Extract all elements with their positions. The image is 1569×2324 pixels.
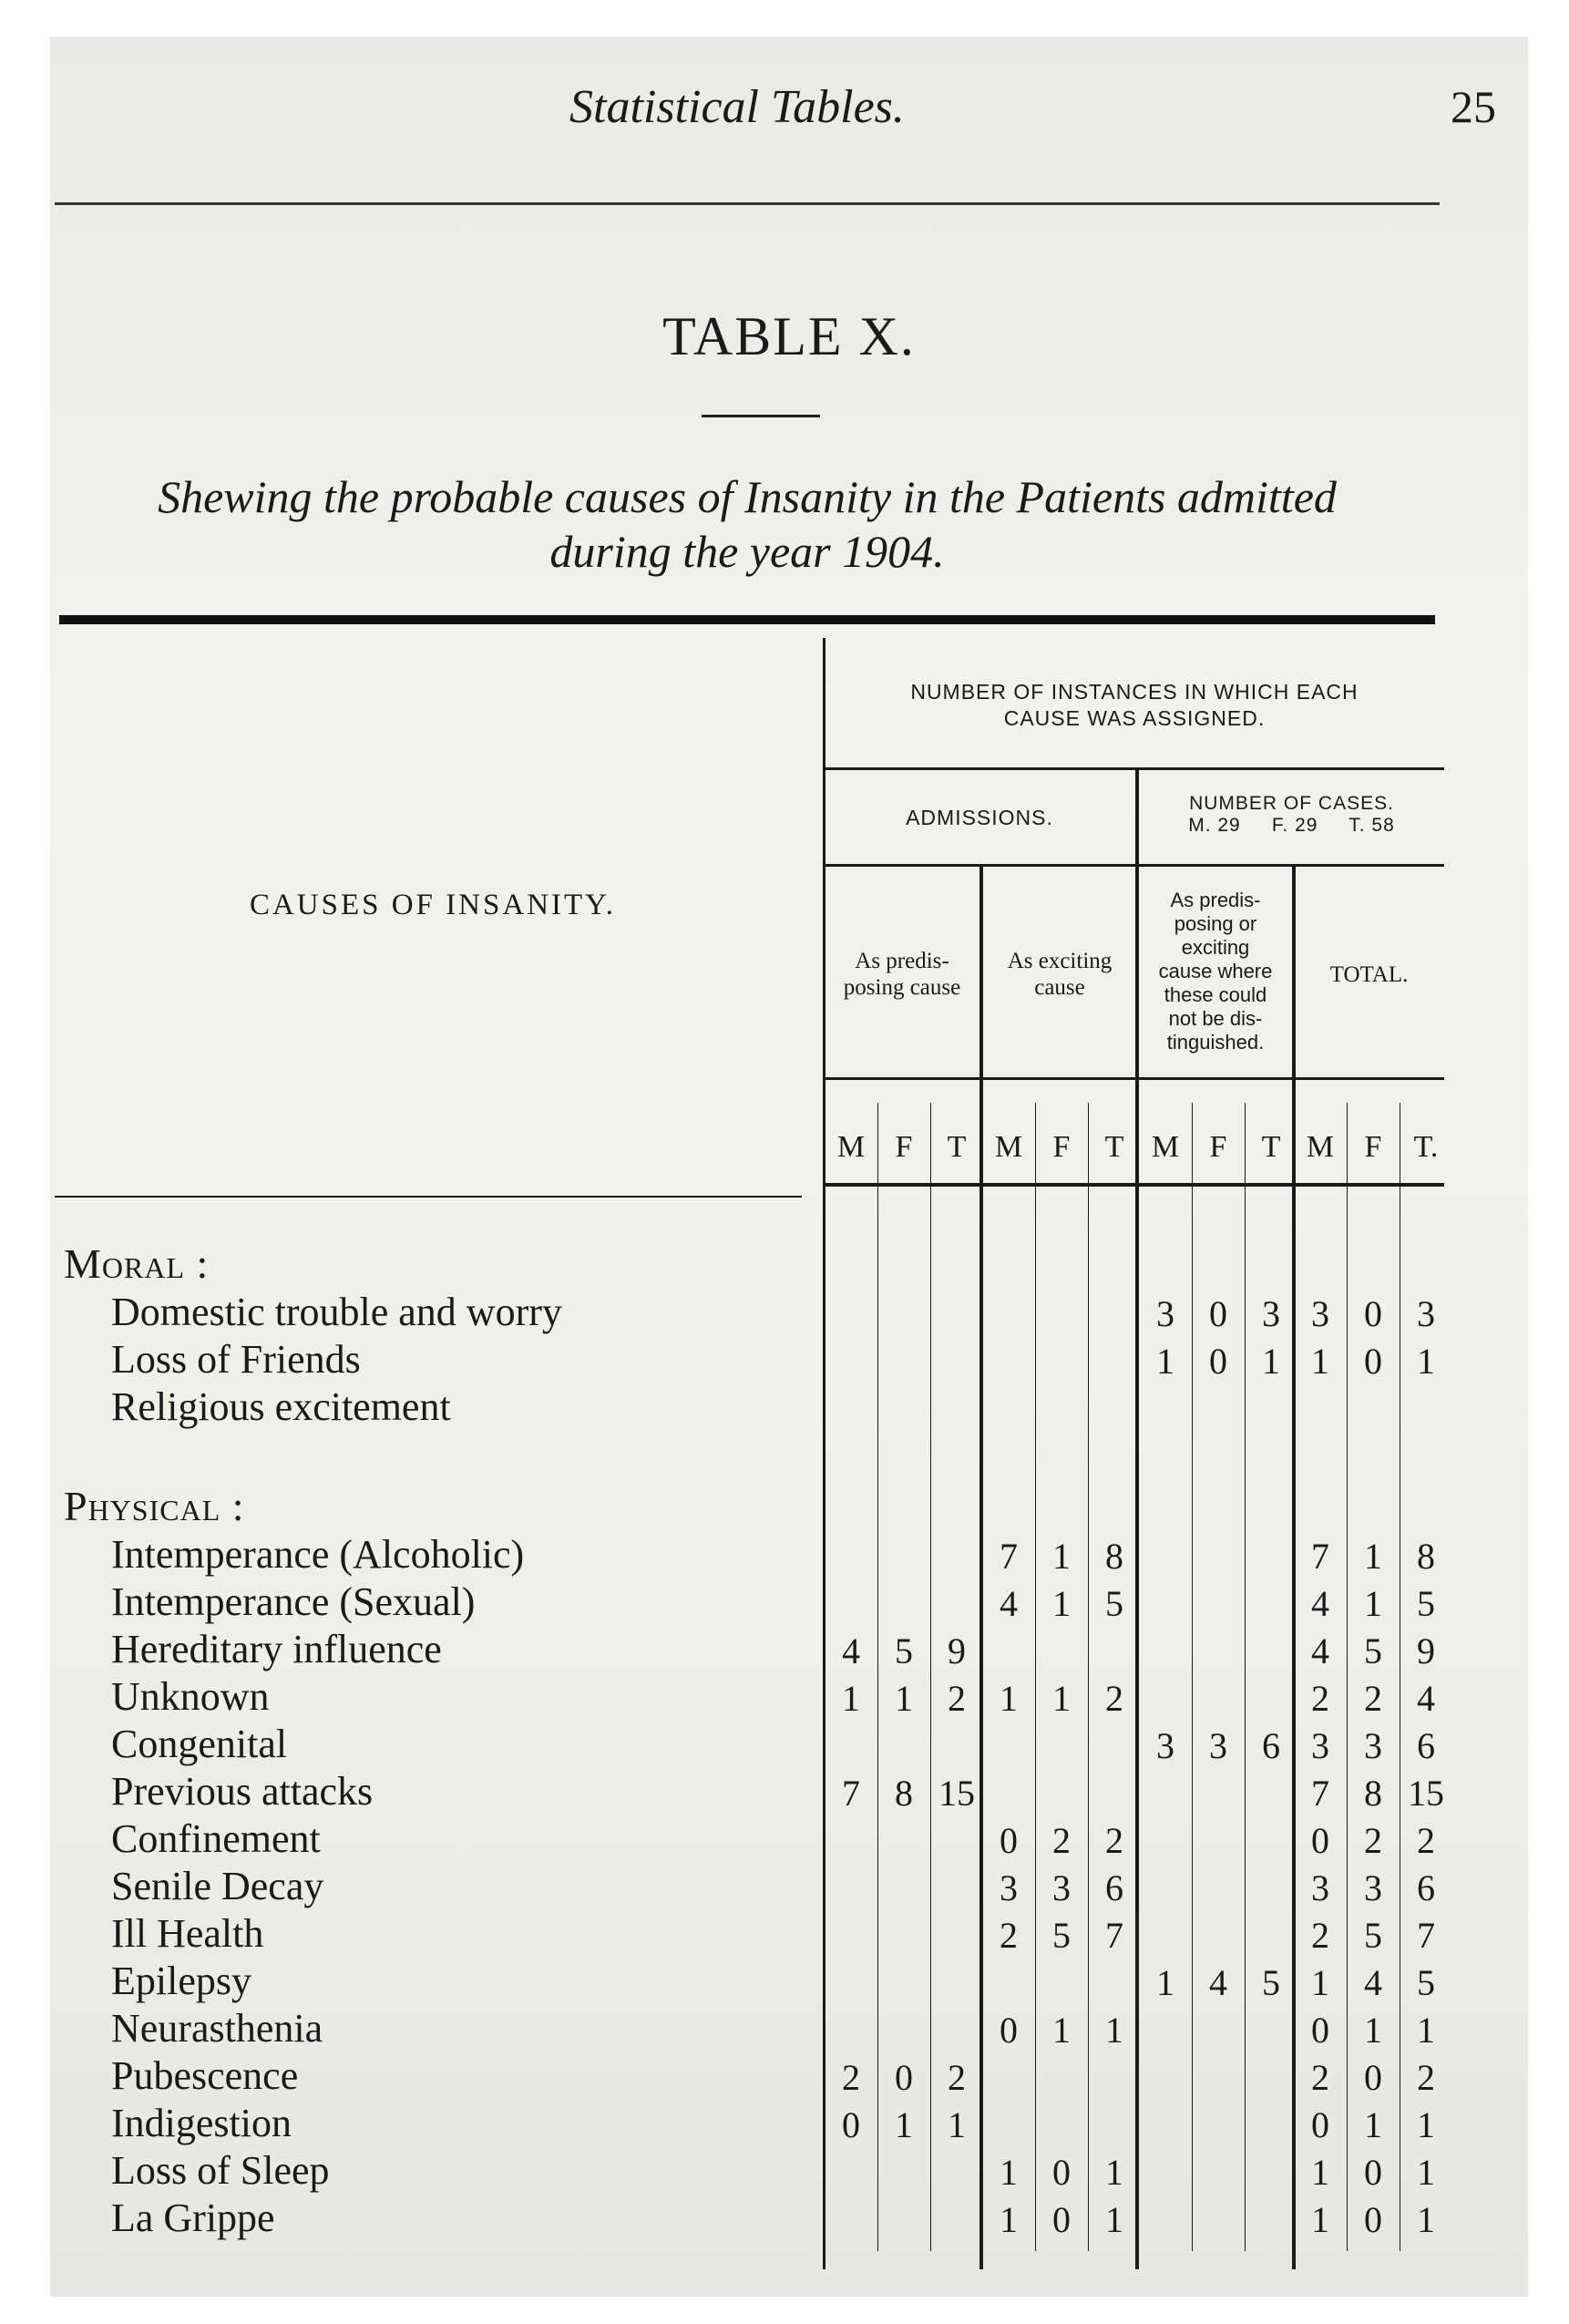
group-heading: Moral : (64, 1240, 210, 1287)
table-cell: 2 (842, 2057, 860, 2098)
cases-header (1139, 793, 1444, 837)
table-cell: 8 (1417, 1536, 1435, 1577)
table-cell: 1 (1364, 2104, 1382, 2145)
header-line: tinguished. (1166, 1031, 1265, 1054)
table-cell: 3 (1417, 1293, 1435, 1334)
table-cell: 0 (1209, 1293, 1227, 1334)
table-cell: 8 (1364, 1773, 1382, 1814)
table-cell: 3 (1052, 1867, 1071, 1908)
table-cell: 0 (1364, 2057, 1382, 2098)
table-cell: 3 (1156, 1293, 1174, 1334)
table-cell: 4 (1364, 1962, 1382, 2003)
cause-label: Religious excitement (111, 1384, 451, 1429)
total-header: TOTAL. (1329, 962, 1409, 987)
table-cell: 7 (1311, 1536, 1329, 1577)
instances-header-line-1: NUMBER OF INSTANCES IN WHICH EACH (910, 680, 1359, 704)
header-line: exciting (1181, 936, 1250, 959)
table-cell: 3 (1364, 1725, 1382, 1766)
table-cell: 1 (1000, 2152, 1018, 2193)
thick-rule (59, 615, 1435, 624)
table-cell: 1 (1364, 1536, 1382, 1577)
table-cell: 5 (1105, 1583, 1123, 1624)
table-cell: 1 (1052, 2010, 1071, 2051)
table-cell: 0 (1364, 2199, 1382, 2240)
table-cell: 5 (1417, 1962, 1435, 2003)
table-cell: 5 (1052, 1915, 1071, 1956)
sex-header: T (1261, 1130, 1281, 1164)
cause-label: Ill Health (111, 1911, 264, 1956)
header-line: As exciting (1007, 949, 1113, 973)
table-cell: 0 (895, 2057, 913, 2098)
sex-header: M (1151, 1130, 1180, 1164)
cause-label: Confinement (111, 1816, 321, 1861)
table-cell: 2 (1105, 1820, 1123, 1861)
table-cell: 2 (948, 2057, 966, 2098)
table-cell: 3 (1262, 1293, 1280, 1334)
table-cell: 0 (1209, 1341, 1227, 1382)
cause-label: Domestic trouble and worry (111, 1290, 562, 1334)
table-cell: 1 (1311, 2199, 1329, 2240)
cause-label: Indigestion (111, 2101, 292, 2145)
cause-label: Loss of Friends (111, 1337, 361, 1382)
title-rule (702, 415, 820, 417)
table-subtitle (55, 469, 1440, 579)
table-cell: 7 (1000, 1536, 1018, 1577)
cause-label: Intemperance (Sexual) (111, 1579, 476, 1624)
admissions-header: ADMISSIONS. (906, 806, 1053, 829)
indistinguishable-header (1139, 889, 1292, 1054)
sex-header: T. (1413, 1130, 1439, 1164)
table-cell: 2 (1105, 1678, 1123, 1719)
cause-label: Unknown (111, 1674, 270, 1719)
row-rule (55, 1196, 802, 1198)
table-cell: 3 (1000, 1867, 1018, 1908)
table-cell: 1 (1417, 2199, 1435, 2240)
table-cell: 1 (1105, 2199, 1123, 2240)
table-cell: 2 (948, 1678, 966, 1719)
header-line: these could (1164, 983, 1267, 1006)
cause-label: Senile Decay (111, 1864, 324, 1908)
sex-header: F (895, 1130, 913, 1164)
table-cell: 0 (1311, 1820, 1329, 1861)
cause-label: Pubescence (111, 2053, 299, 2098)
table-cell: 1 (1156, 1962, 1174, 2003)
table-cell: 0 (1000, 1820, 1018, 1861)
table-cell: 1 (1052, 1678, 1071, 1719)
sex-header: F (1364, 1130, 1382, 1164)
table-cell: 1 (842, 1678, 860, 1719)
header-line: posing cause (843, 975, 961, 1000)
table-cell: 4 (1000, 1583, 1018, 1624)
running-head (50, 80, 1528, 144)
table-cell: 6 (1417, 1867, 1435, 1908)
table-title: TABLE X. (662, 306, 916, 366)
table-cell: 0 (1311, 2010, 1329, 2051)
table-cell: 8 (895, 1773, 913, 1814)
sex-header: T (1104, 1130, 1124, 1164)
table-cell: 1 (1364, 1583, 1382, 1624)
header-line: cause where (1158, 960, 1273, 982)
table-cell: 0 (1052, 2199, 1071, 2240)
table-cell: 3 (1311, 1725, 1329, 1766)
table-cell: 15 (1408, 1773, 1444, 1814)
sex-header: T (947, 1130, 967, 1164)
row-rule (825, 864, 1444, 867)
column-rule (823, 638, 826, 2269)
table-cell: 3 (1311, 1293, 1329, 1334)
cause-label: Neurasthenia (111, 2006, 323, 2051)
table-cell: 9 (948, 1630, 966, 1671)
table-cell: 0 (1364, 1293, 1382, 1334)
group-heading: Physical : (64, 1483, 245, 1529)
sex-header: M (1306, 1130, 1335, 1164)
cause-label: Congenital (111, 1722, 288, 1766)
table-cell: 1 (1311, 1341, 1329, 1382)
table-cell: 0 (1052, 2152, 1071, 2193)
causes-header: CAUSES OF INSANITY. (249, 889, 617, 921)
table-cell: 5 (1364, 1915, 1382, 1956)
table-cell: 1 (1417, 2104, 1435, 2145)
table-cell: 7 (1311, 1773, 1329, 1814)
table-cell: 5 (1364, 1630, 1382, 1671)
table-cell: 0 (1311, 2104, 1329, 2145)
predisposing-header (825, 948, 979, 1001)
table-cell: 1 (1262, 1341, 1280, 1382)
table-cell: 15 (938, 1773, 975, 1814)
cause-label: La Grippe (111, 2195, 275, 2240)
table-cell: 1 (1105, 2152, 1123, 2193)
running-title: Statistical Tables. (569, 81, 905, 133)
header-line: not be dis- (1168, 1007, 1263, 1030)
table-cell: 1 (1052, 1536, 1071, 1577)
table-cell: 3 (1311, 1867, 1329, 1908)
table-cell: 1 (1417, 2152, 1435, 2193)
instances-header-line-2: CAUSE WAS ASSIGNED. (1003, 706, 1266, 730)
table-cell: 0 (1364, 2152, 1382, 2193)
subtitle-line-1: Shewing the probable causes of Insanity in the Patients admitted (158, 471, 1337, 522)
table-cell: 1 (1417, 1341, 1435, 1382)
table-cell: 2 (1364, 1678, 1382, 1719)
row-rule (825, 767, 1444, 770)
table-cell: 9 (1417, 1630, 1435, 1671)
exciting-header (982, 948, 1137, 1001)
table-cell: 0 (1000, 2010, 1018, 2051)
table-cell: 7 (842, 1773, 860, 1814)
table-cell: 4 (1311, 1583, 1329, 1624)
cause-label: Previous attacks (111, 1769, 374, 1814)
sex-header: M (994, 1130, 1023, 1164)
table-cell: 2 (1417, 1820, 1435, 1861)
table-cell: 6 (1262, 1725, 1280, 1766)
table-cell: 2 (1311, 2057, 1329, 2098)
header-line: posing or (1174, 912, 1257, 935)
table-cell: 1 (1156, 1341, 1174, 1382)
row-rule (825, 1183, 1444, 1187)
table-cell: 5 (1262, 1962, 1280, 2003)
page-number: 25 (1451, 81, 1496, 132)
table-cell: 6 (1105, 1867, 1123, 1908)
cause-label: Epilepsy (111, 1959, 251, 2003)
table-cell: 1 (1311, 2152, 1329, 2193)
header-line: As predis- (1170, 889, 1261, 911)
instances-header (825, 679, 1444, 732)
table-cell: 1 (895, 2104, 913, 2145)
column-rule (1192, 1103, 1193, 2251)
table-cell: 4 (1311, 1630, 1329, 1671)
header-line: As predis- (855, 949, 949, 973)
table-cell: 1 (1000, 1678, 1018, 1719)
cause-label: Intemperance (Alcoholic) (111, 1532, 525, 1577)
header-line: cause (1034, 975, 1085, 1000)
subtitle-line-2: during the year 1904. (549, 526, 945, 577)
cause-label: Loss of Sleep (111, 2148, 330, 2193)
table-cell: 4 (1209, 1962, 1227, 2003)
table-cell: 2 (1311, 1678, 1329, 1719)
table-cell: 2 (1000, 1915, 1018, 1956)
table-cell: 4 (1417, 1678, 1435, 1719)
table-cell: 0 (1364, 1341, 1382, 1382)
table-cell: 0 (842, 2104, 860, 2145)
table-cell: 5 (895, 1630, 913, 1671)
table-cell: 3 (1364, 1867, 1382, 1908)
cases-header-line-2: M. 29 F. 29 T. 58 (1188, 815, 1395, 836)
table-cell: 1 (895, 1678, 913, 1719)
row-rule (825, 1077, 1444, 1080)
cases-header-line-1: NUMBER OF CASES. (1189, 793, 1394, 814)
table-cell: 1 (1000, 2199, 1018, 2240)
table-cell: 1 (1311, 1962, 1329, 2003)
column-rule (1245, 1103, 1246, 2251)
cause-label: Hereditary influence (111, 1627, 442, 1671)
table-cell: 6 (1417, 1725, 1435, 1766)
table-cell: 2 (1364, 1820, 1382, 1861)
table-cell: 4 (842, 1630, 860, 1671)
scanned-page (50, 36, 1528, 2297)
sex-header: M (836, 1130, 866, 1164)
table-cell: 1 (1105, 2010, 1123, 2051)
table-cell: 3 (1156, 1725, 1174, 1766)
head-rule (55, 202, 1440, 205)
table-cell: 1 (948, 2104, 966, 2145)
table-cell: 5 (1417, 1583, 1435, 1624)
table-cell: 1 (1052, 1583, 1071, 1624)
table-cell: 3 (1209, 1725, 1227, 1766)
table-cell: 7 (1417, 1915, 1435, 1956)
table-cell: 8 (1105, 1536, 1123, 1577)
table-cell: 1 (1417, 2010, 1435, 2051)
table-cell: 2 (1311, 1915, 1329, 1956)
sex-header: F (1209, 1130, 1227, 1164)
table-cell: 7 (1105, 1915, 1123, 1956)
table-cell: 2 (1417, 2057, 1435, 2098)
table-cell: 1 (1364, 2010, 1382, 2051)
table-cell: 2 (1052, 1820, 1071, 1861)
sex-header: F (1052, 1130, 1071, 1164)
